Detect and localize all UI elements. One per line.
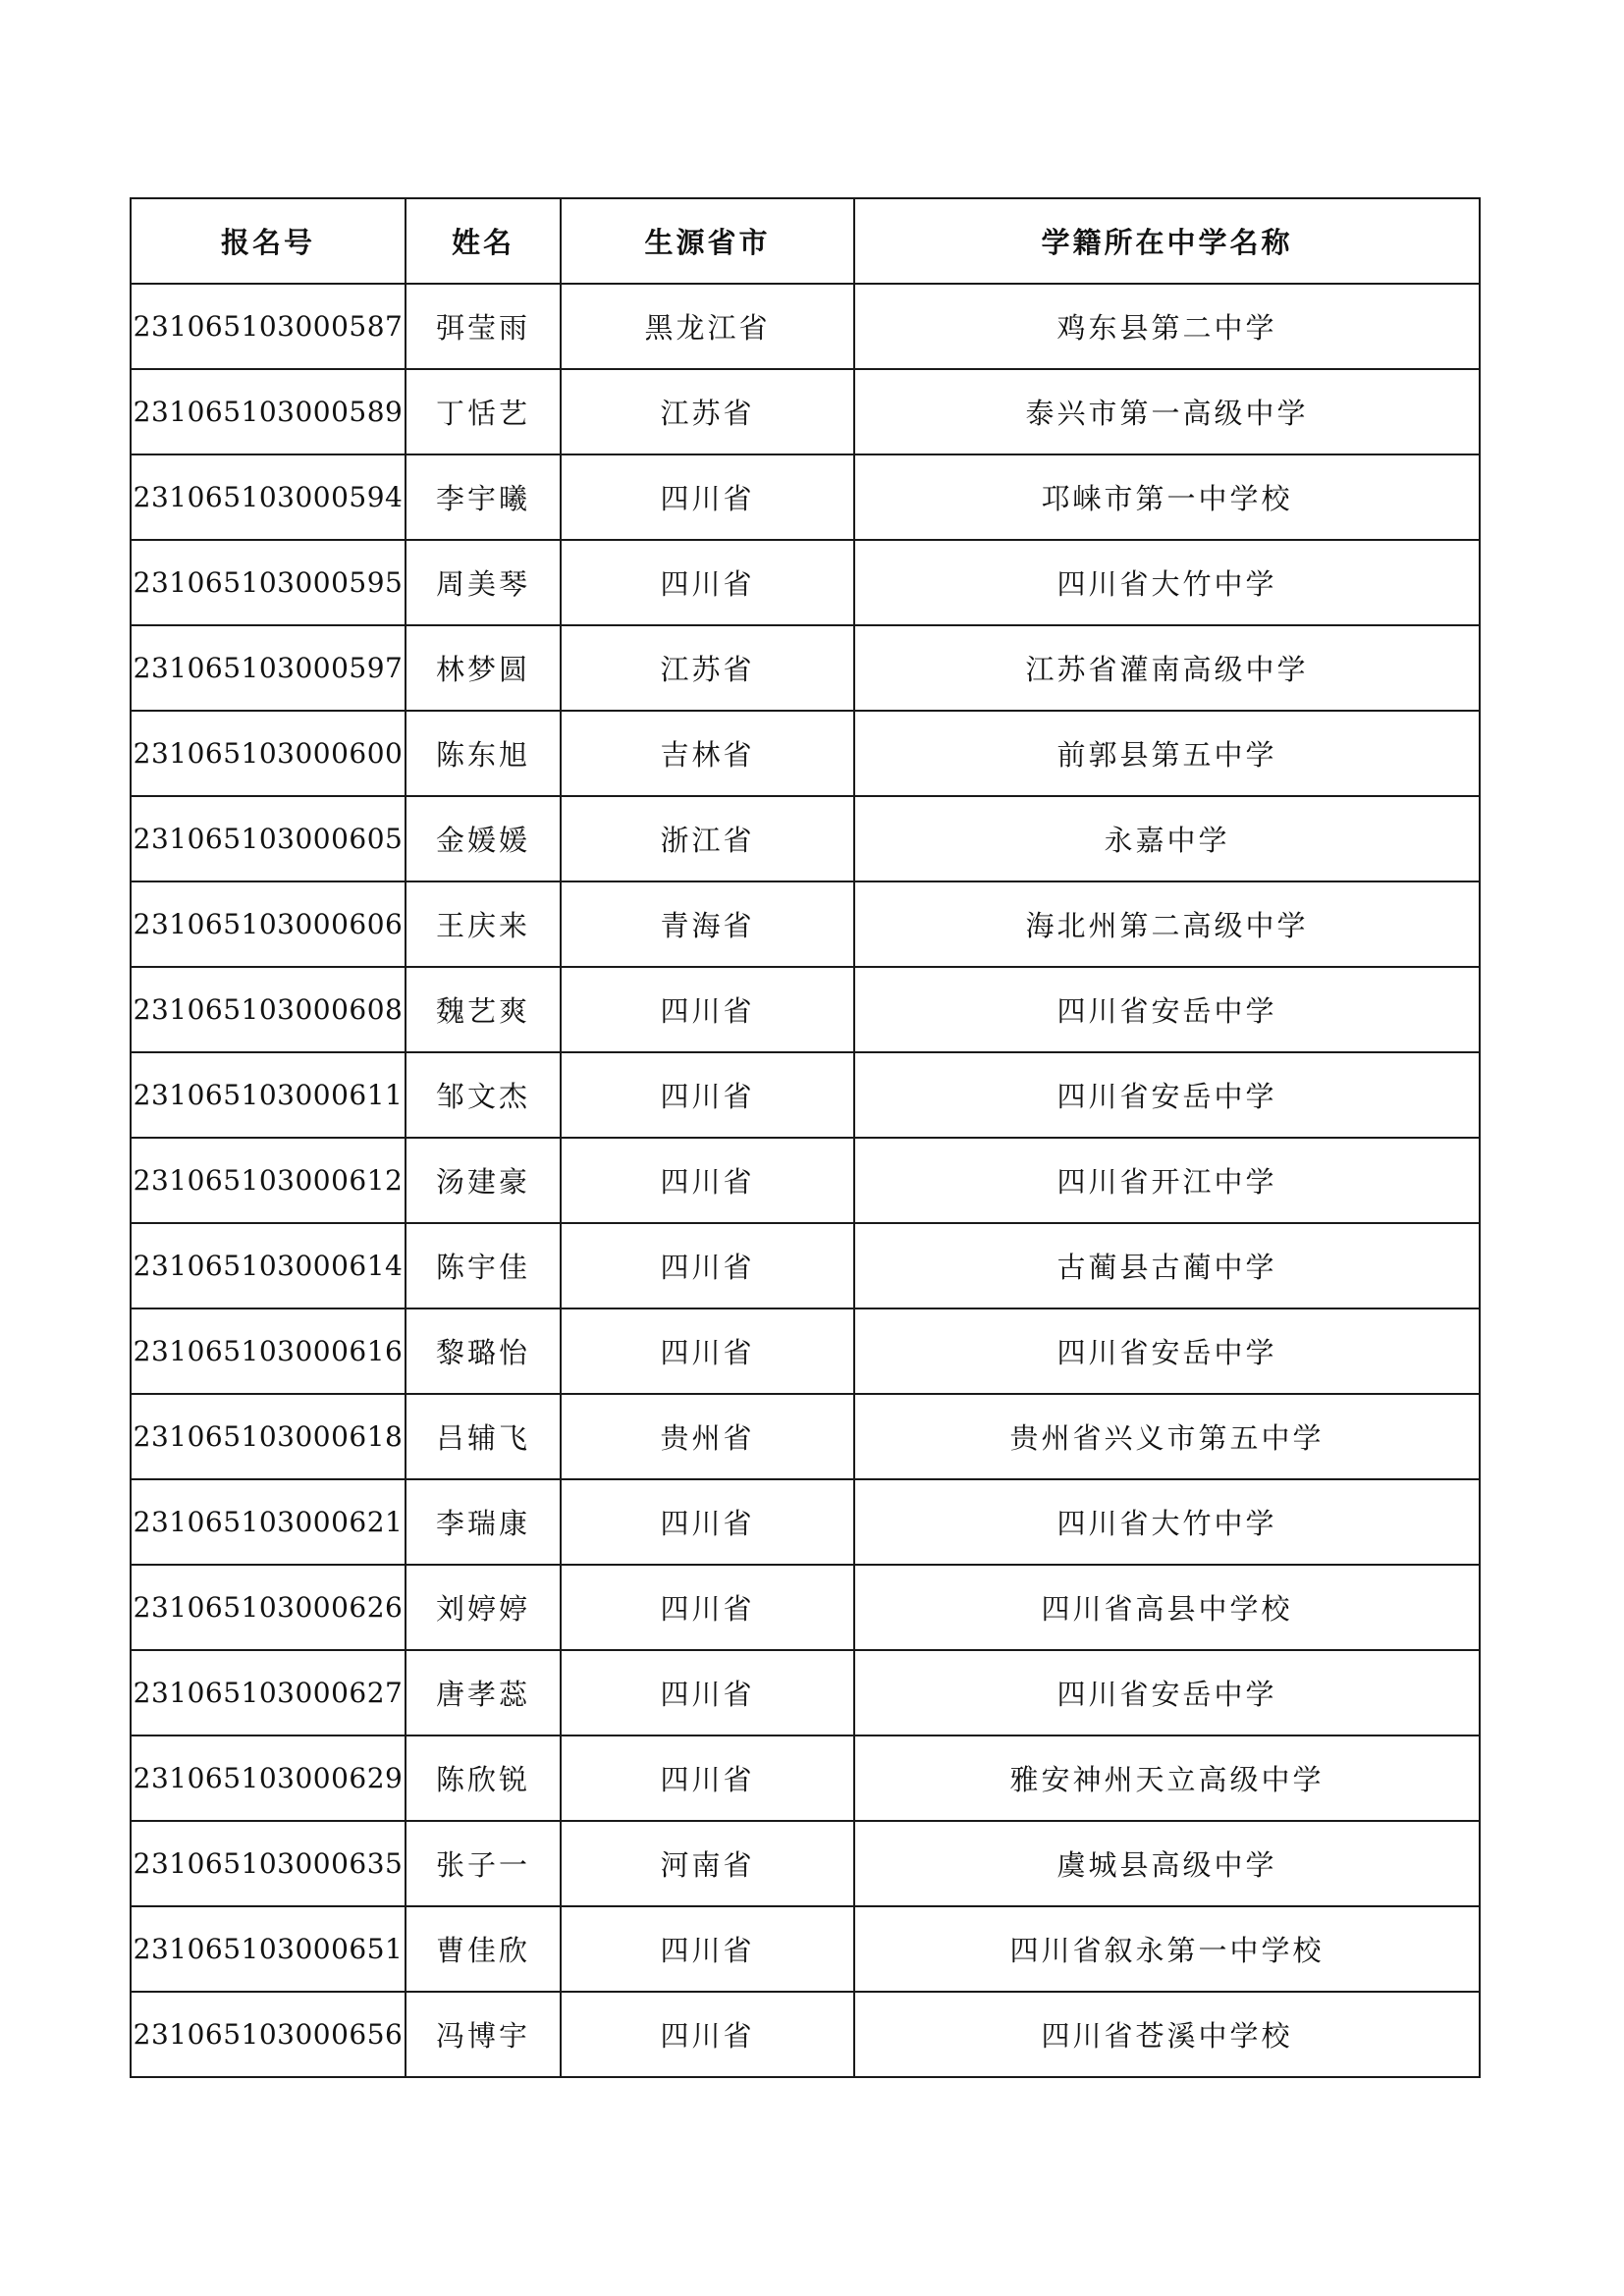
cell-school-name: 四川省大竹中学 bbox=[854, 540, 1480, 625]
cell-student-name: 陈宇佳 bbox=[406, 1223, 561, 1308]
table-row bbox=[131, 1479, 1480, 1565]
table-row bbox=[131, 1052, 1480, 1138]
cell-source-province: 江苏省 bbox=[561, 369, 854, 454]
table-row bbox=[131, 1394, 1480, 1479]
roster-table bbox=[130, 197, 1481, 2078]
cell-registration-number: 231065103000611 bbox=[131, 1052, 406, 1138]
cell-student-name: 邹文杰 bbox=[406, 1052, 561, 1138]
cell-school-name: 前郭县第五中学 bbox=[854, 711, 1480, 796]
table-row bbox=[131, 540, 1480, 625]
column-header-id: 报名号 bbox=[131, 198, 406, 284]
cell-registration-number: 231065103000594 bbox=[131, 454, 406, 540]
table-row bbox=[131, 454, 1480, 540]
cell-source-province: 吉林省 bbox=[561, 711, 854, 796]
cell-registration-number: 231065103000589 bbox=[131, 369, 406, 454]
cell-registration-number: 231065103000616 bbox=[131, 1308, 406, 1394]
cell-school-name: 鸡东县第二中学 bbox=[854, 284, 1480, 369]
cell-registration-number: 231065103000587 bbox=[131, 284, 406, 369]
cell-school-name: 雅安神州天立高级中学 bbox=[854, 1735, 1480, 1821]
cell-registration-number: 231065103000621 bbox=[131, 1479, 406, 1565]
table-row bbox=[131, 711, 1480, 796]
roster-sheet bbox=[130, 197, 1479, 2078]
cell-student-name: 魏艺爽 bbox=[406, 967, 561, 1052]
cell-source-province: 四川省 bbox=[561, 1052, 854, 1138]
cell-school-name: 四川省高县中学校 bbox=[854, 1565, 1480, 1650]
roster-body bbox=[131, 284, 1480, 2077]
cell-registration-number: 231065103000606 bbox=[131, 881, 406, 967]
cell-school-name: 四川省安岳中学 bbox=[854, 1650, 1480, 1735]
cell-student-name: 吕辅飞 bbox=[406, 1394, 561, 1479]
cell-student-name: 丁恬艺 bbox=[406, 369, 561, 454]
cell-registration-number: 231065103000600 bbox=[131, 711, 406, 796]
table-row bbox=[131, 625, 1480, 711]
cell-school-name: 江苏省灌南高级中学 bbox=[854, 625, 1480, 711]
table-row bbox=[131, 1138, 1480, 1223]
cell-source-province: 四川省 bbox=[561, 1308, 854, 1394]
table-row bbox=[131, 1906, 1480, 1992]
cell-student-name: 王庆来 bbox=[406, 881, 561, 967]
column-header-school: 学籍所在中学名称 bbox=[854, 198, 1480, 284]
cell-source-province: 四川省 bbox=[561, 1992, 854, 2077]
cell-student-name: 林梦圆 bbox=[406, 625, 561, 711]
cell-registration-number: 231065103000597 bbox=[131, 625, 406, 711]
cell-school-name: 古蔺县古蔺中学 bbox=[854, 1223, 1480, 1308]
cell-student-name: 弭莹雨 bbox=[406, 284, 561, 369]
cell-source-province: 四川省 bbox=[561, 1479, 854, 1565]
table-row bbox=[131, 1650, 1480, 1735]
cell-student-name: 陈欣锐 bbox=[406, 1735, 561, 1821]
cell-registration-number: 231065103000608 bbox=[131, 967, 406, 1052]
cell-student-name: 汤建豪 bbox=[406, 1138, 561, 1223]
cell-source-province: 四川省 bbox=[561, 967, 854, 1052]
table-row bbox=[131, 881, 1480, 967]
cell-registration-number: 231065103000626 bbox=[131, 1565, 406, 1650]
cell-source-province: 四川省 bbox=[561, 454, 854, 540]
cell-source-province: 四川省 bbox=[561, 540, 854, 625]
table-row bbox=[131, 284, 1480, 369]
table-row bbox=[131, 1821, 1480, 1906]
cell-registration-number: 231065103000635 bbox=[131, 1821, 406, 1906]
table-row bbox=[131, 1992, 1480, 2077]
cell-source-province: 江苏省 bbox=[561, 625, 854, 711]
cell-school-name: 四川省苍溪中学校 bbox=[854, 1992, 1480, 2077]
cell-student-name: 周美琴 bbox=[406, 540, 561, 625]
cell-registration-number: 231065103000614 bbox=[131, 1223, 406, 1308]
cell-student-name: 唐孝蕊 bbox=[406, 1650, 561, 1735]
cell-registration-number: 231065103000612 bbox=[131, 1138, 406, 1223]
cell-school-name: 四川省安岳中学 bbox=[854, 1308, 1480, 1394]
cell-source-province: 四川省 bbox=[561, 1906, 854, 1992]
cell-source-province: 浙江省 bbox=[561, 796, 854, 881]
cell-student-name: 张子一 bbox=[406, 1821, 561, 1906]
cell-source-province: 四川省 bbox=[561, 1565, 854, 1650]
header-row bbox=[131, 198, 1480, 284]
table-row bbox=[131, 1735, 1480, 1821]
column-header-name: 姓名 bbox=[406, 198, 561, 284]
table-row bbox=[131, 967, 1480, 1052]
cell-source-province: 青海省 bbox=[561, 881, 854, 967]
cell-school-name: 四川省叙永第一中学校 bbox=[854, 1906, 1480, 1992]
cell-school-name: 四川省安岳中学 bbox=[854, 967, 1480, 1052]
cell-student-name: 冯博宇 bbox=[406, 1992, 561, 2077]
cell-school-name: 虞城县高级中学 bbox=[854, 1821, 1480, 1906]
cell-registration-number: 231065103000618 bbox=[131, 1394, 406, 1479]
cell-school-name: 四川省开江中学 bbox=[854, 1138, 1480, 1223]
cell-source-province: 四川省 bbox=[561, 1223, 854, 1308]
cell-school-name: 邛崃市第一中学校 bbox=[854, 454, 1480, 540]
column-header-province: 生源省市 bbox=[561, 198, 854, 284]
cell-student-name: 金媛媛 bbox=[406, 796, 561, 881]
cell-registration-number: 231065103000595 bbox=[131, 540, 406, 625]
cell-school-name: 海北州第二高级中学 bbox=[854, 881, 1480, 967]
table-row bbox=[131, 369, 1480, 454]
cell-school-name: 四川省大竹中学 bbox=[854, 1479, 1480, 1565]
cell-student-name: 刘婷婷 bbox=[406, 1565, 561, 1650]
table-row bbox=[131, 1223, 1480, 1308]
cell-school-name: 贵州省兴义市第五中学 bbox=[854, 1394, 1480, 1479]
cell-school-name: 永嘉中学 bbox=[854, 796, 1480, 881]
cell-registration-number: 231065103000629 bbox=[131, 1735, 406, 1821]
cell-registration-number: 231065103000656 bbox=[131, 1992, 406, 2077]
cell-school-name: 泰兴市第一高级中学 bbox=[854, 369, 1480, 454]
cell-source-province: 黑龙江省 bbox=[561, 284, 854, 369]
table-row bbox=[131, 796, 1480, 881]
cell-source-province: 河南省 bbox=[561, 1821, 854, 1906]
cell-source-province: 贵州省 bbox=[561, 1394, 854, 1479]
cell-registration-number: 231065103000605 bbox=[131, 796, 406, 881]
cell-source-province: 四川省 bbox=[561, 1138, 854, 1223]
cell-student-name: 李瑞康 bbox=[406, 1479, 561, 1565]
cell-source-province: 四川省 bbox=[561, 1735, 854, 1821]
cell-student-name: 曹佳欣 bbox=[406, 1906, 561, 1992]
table-row bbox=[131, 1308, 1480, 1394]
cell-registration-number: 231065103000651 bbox=[131, 1906, 406, 1992]
cell-registration-number: 231065103000627 bbox=[131, 1650, 406, 1735]
cell-source-province: 四川省 bbox=[561, 1650, 854, 1735]
table-row bbox=[131, 1565, 1480, 1650]
cell-student-name: 陈东旭 bbox=[406, 711, 561, 796]
cell-student-name: 李宇曦 bbox=[406, 454, 561, 540]
cell-student-name: 黎璐怡 bbox=[406, 1308, 561, 1394]
cell-school-name: 四川省安岳中学 bbox=[854, 1052, 1480, 1138]
